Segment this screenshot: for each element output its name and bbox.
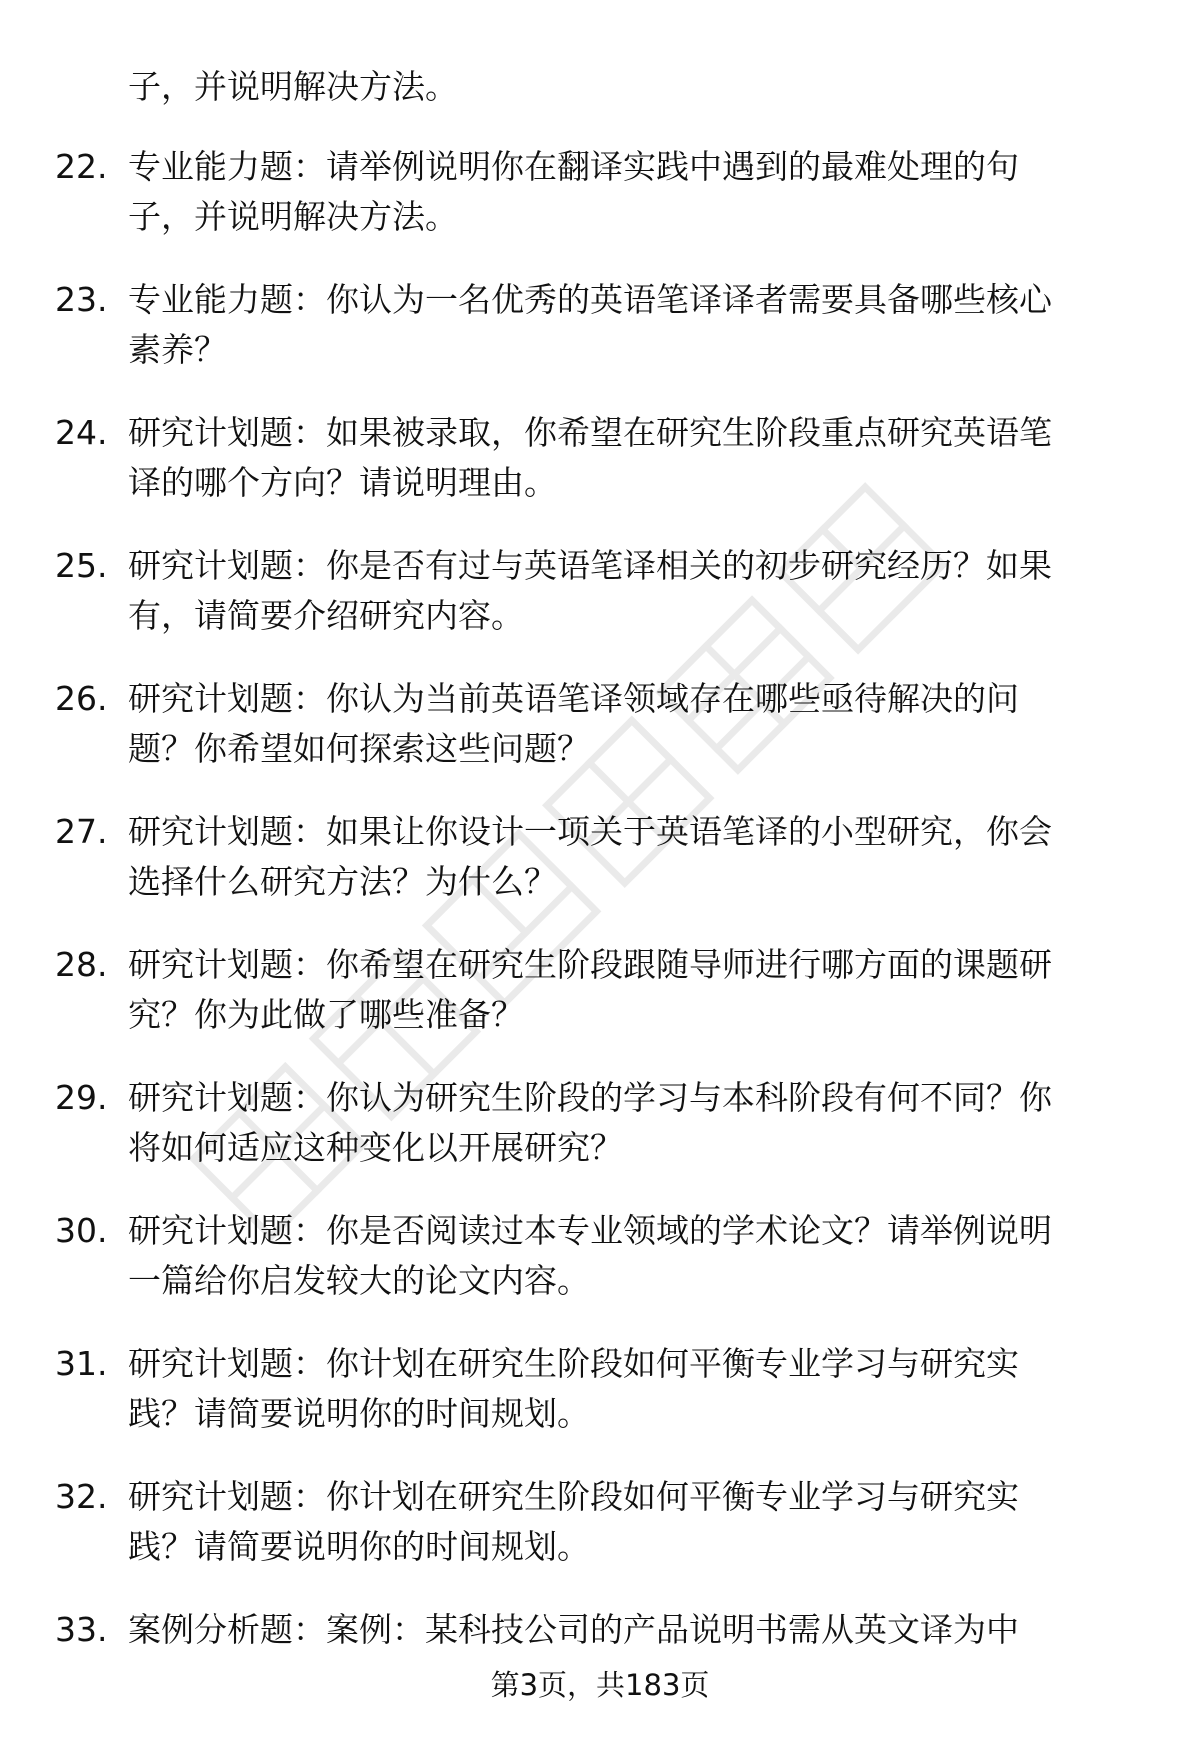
question-line: 研究计划题：你认为当前英语笔译领域存在哪些亟待解决的问 <box>128 679 1019 718</box>
question-line: 一篇给你启发较大的论文内容。 <box>128 1261 590 1300</box>
question-line: 践？请简要说明你的时间规划。 <box>128 1527 590 1566</box>
page-number-label: 第3页，共183页 <box>490 1668 710 1702</box>
question-number: 26. <box>55 679 108 718</box>
question-line: 研究计划题：你希望在研究生阶段跟随导师进行哪方面的课题研 <box>128 945 1052 984</box>
question-line: 专业能力题：你认为一名优秀的英语笔译译者需要具备哪些核心 <box>128 280 1052 319</box>
question-item-25 <box>0 541 1200 674</box>
question-text <box>128 940 1138 1040</box>
continued-line: 子，并说明解决方法。 <box>128 67 458 106</box>
question-text <box>128 1605 1138 1655</box>
question-text <box>128 142 1138 242</box>
question-item-30 <box>0 1206 1200 1339</box>
question-text <box>128 541 1138 641</box>
question-line: 研究计划题：你计划在研究生阶段如何平衡专业学习与研究实 <box>128 1344 1019 1383</box>
question-line: 研究计划题：如果被录取，你希望在研究生阶段重点研究英语笔 <box>128 413 1052 452</box>
question-number: 24. <box>55 413 108 452</box>
question-text <box>128 1206 1138 1306</box>
question-text <box>128 1073 1138 1173</box>
question-item-27 <box>0 807 1200 940</box>
question-text <box>128 807 1138 907</box>
question-line: 将如何适应这种变化以开展研究？ <box>128 1128 623 1167</box>
question-number: 31. <box>55 1344 108 1383</box>
question-number: 22. <box>55 147 108 186</box>
question-line: 子，并说明解决方法。 <box>128 197 458 236</box>
question-line: 研究计划题：你认为研究生阶段的学习与本科阶段有何不同？你 <box>128 1078 1052 1117</box>
question-item-31 <box>0 1339 1200 1472</box>
question-number: 30. <box>55 1211 108 1250</box>
question-number: 28. <box>55 945 108 984</box>
question-number: 27. <box>55 812 108 851</box>
question-line: 研究计划题：如果让你设计一项关于英语笔译的小型研究，你会 <box>128 812 1052 851</box>
question-line: 素养？ <box>128 330 227 369</box>
question-text <box>128 1339 1138 1439</box>
question-item-32 <box>0 1472 1200 1605</box>
question-item-28 <box>0 940 1200 1073</box>
continued-question-text <box>128 62 458 112</box>
page-footer <box>0 1665 1200 1705</box>
question-line: 选择什么研究方法？为什么？ <box>128 862 557 901</box>
question-number: 32. <box>55 1477 108 1516</box>
question-number: 33. <box>55 1610 108 1649</box>
question-item-29 <box>0 1073 1200 1206</box>
question-number: 29. <box>55 1078 108 1117</box>
question-item-26 <box>0 674 1200 807</box>
question-text <box>128 1472 1138 1572</box>
question-text <box>128 275 1138 375</box>
question-text <box>128 408 1138 508</box>
question-list <box>0 142 1200 1738</box>
question-line: 有，请简要介绍研究内容。 <box>128 596 524 635</box>
question-line: 研究计划题：你是否有过与英语笔译相关的初步研究经历？如果 <box>128 546 1052 585</box>
question-line: 研究计划题：你是否阅读过本专业领域的学术论文？请举例说明 <box>128 1211 1052 1250</box>
question-line: 专业能力题：请举例说明你在翻译实践中遇到的最难处理的句 <box>128 147 1019 186</box>
question-line: 践？请简要说明你的时间规划。 <box>128 1394 590 1433</box>
question-item-24 <box>0 408 1200 541</box>
question-number: 23. <box>55 280 108 319</box>
question-item-22 <box>0 142 1200 275</box>
question-line: 究？你为此做了哪些准备？ <box>128 995 524 1034</box>
question-line: 研究计划题：你计划在研究生阶段如何平衡专业学习与研究实 <box>128 1477 1019 1516</box>
question-line: 案例分析题：案例：某科技公司的产品说明书需从英文译为中 <box>128 1610 1019 1649</box>
question-text <box>128 674 1138 774</box>
question-line: 译的哪个方向？请说明理由。 <box>128 463 557 502</box>
question-number: 25. <box>55 546 108 585</box>
question-item-23 <box>0 275 1200 408</box>
question-line: 题？你希望如何探索这些问题？ <box>128 729 590 768</box>
